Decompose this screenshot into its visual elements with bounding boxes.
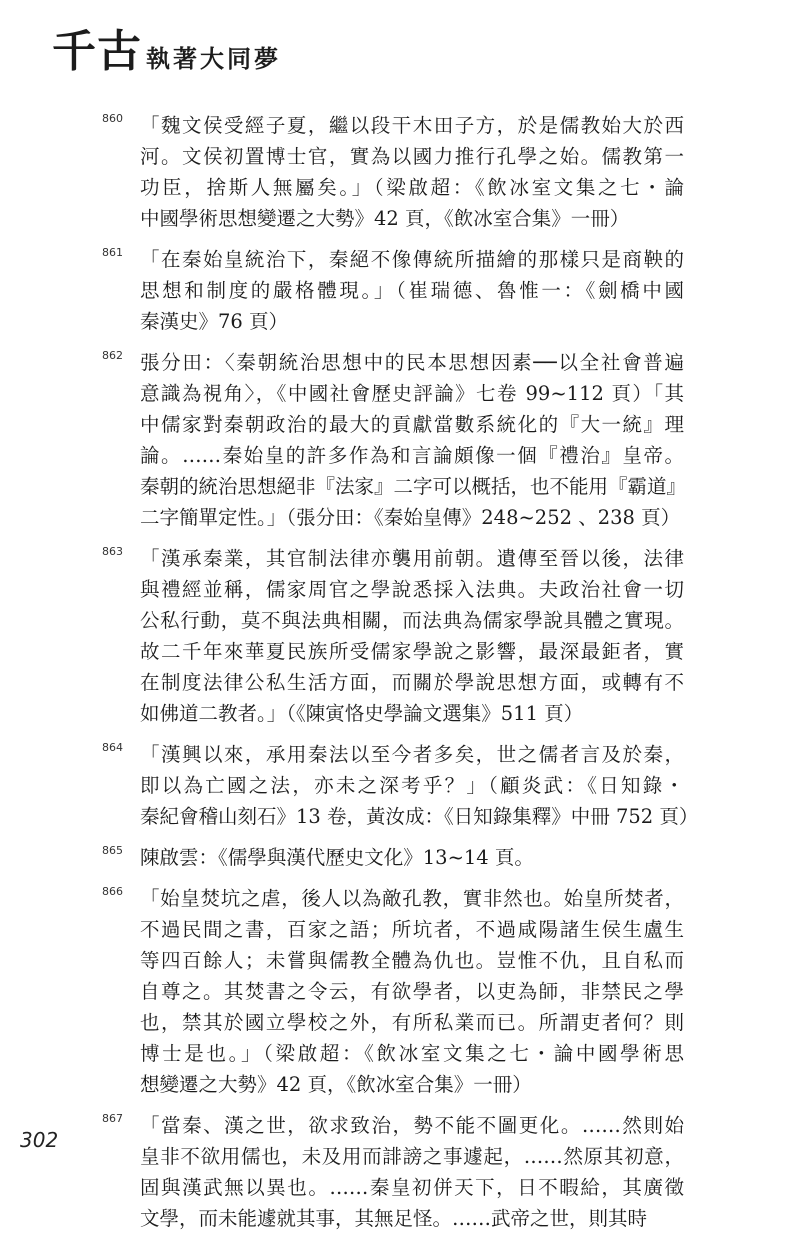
footnote-line: 文學，而未能遽就其事，其無足怪。……武帝之世，則其時 — [140, 1207, 648, 1230]
footnote-line: 秦紀會稽山刻石》13 卷，黃汝成：《日知錄集釋》中冊 752 頁） — [140, 805, 699, 828]
footnote-line: 意識為視角〉，《中國社會歷史評論》七卷 99~112 頁）「其 — [140, 382, 684, 405]
footnote-line: 河。文侯初置博士官，實為以國力推行孔學之始。儒教第一 — [140, 145, 684, 168]
footnote-line: 張分田：〈秦朝統治思想中的民本思想因素──以全社會普遍 — [140, 351, 684, 374]
footnote-number: 864 — [102, 741, 123, 754]
footnote — [102, 347, 687, 533]
footnote-line: 博士是也。」（梁啟超：《飲冰室文集之七・論中國學術思 — [140, 1042, 684, 1065]
footnote — [102, 842, 684, 873]
footnote-line: 即以為亡國之法，亦未之深考乎？」（顧炎武：《日知錄・ — [140, 774, 684, 797]
footnote — [102, 110, 684, 234]
footnote-number: 866 — [102, 885, 123, 898]
footnote-line: 等四百餘人；未嘗與儒教全體為仇也。豈惟不仇，且自私而 — [140, 949, 684, 972]
footnote-line: 在制度法律公私生活方面，而關於學說思想方面，或轉有不 — [140, 671, 684, 694]
footnote-line: 公私行動，莫不與法典相關，而法典為儒家學說具體之實現。 — [140, 609, 684, 632]
footnote-number: 862 — [102, 349, 123, 362]
footnote-line: 二字簡單定性。」（張分田：《秦始皇傳》248~252 、238 頁） — [140, 506, 681, 529]
footnote-number: 867 — [102, 1112, 123, 1125]
footnote-line: 中國學術思想變遷之大勢》42 頁，《飲冰室合集》一冊） — [140, 207, 630, 230]
running-header — [52, 28, 281, 76]
footnote — [102, 739, 699, 832]
footnote-line: 如佛道二教者。」（《陳寅恪史學論文選集》511 頁） — [140, 702, 584, 725]
footnote-line: 自尊之。其焚書之令云，有欲學者，以吏為師，非禁民之學 — [140, 980, 684, 1003]
footnote-line: 陳啟雲：《儒學與漢代歷史文化》13~14 頁。 — [140, 846, 534, 869]
footnote-line: 固與漢武無以異也。……秦皇初併天下，日不暇給，其廣徵 — [140, 1176, 684, 1199]
footnote-line: 功臣，捨斯人無屬矣。」（梁啟超：《飲冰室文集之七・論 — [140, 176, 684, 199]
footnote-line: 故二千年來華夏民族所受儒家學說之影響，最深最鉅者，實 — [140, 640, 684, 663]
footnote-line: 「魏文侯受經子夏，繼以段干木田子方，於是儒教始大於西 — [140, 114, 684, 137]
footnote-line: 想變遷之大勢》42 頁，《飲冰室合集》一冊） — [140, 1073, 532, 1096]
footnote-line: 與禮經並稱，儒家周官之學說悉採入法典。夫政治社會一切 — [140, 578, 684, 601]
footnote-line: 不過民間之書，百家之語；所坑者，不過咸陽諸生侯生盧生 — [140, 918, 684, 941]
footnote-line: 論。……秦始皇的許多作為和言論頗像一個『禮治』皇帝。 — [140, 444, 684, 467]
footnote-line: 「漢承秦業，其官制法律亦襲用前朝。遺傳至晉以後，法律 — [140, 547, 684, 570]
footnote-line: 「始皇焚坑之虐，後人以為敵孔教，實非然也。始皇所焚者， — [140, 887, 684, 910]
page-number: 302 — [20, 1128, 59, 1152]
book-title-sub: 執著大同夢 — [146, 44, 281, 73]
footnote — [102, 883, 684, 1100]
book-title-main: 千古 — [52, 26, 142, 77]
footnote-number: 863 — [102, 545, 123, 558]
footnote — [102, 543, 684, 729]
footnote-line: 也，禁其於國立學校之外，有所私業而已。所謂吏者何？則 — [140, 1011, 684, 1034]
footnote-number: 860 — [102, 112, 123, 125]
footnote-line: 秦漢史》76 頁） — [140, 310, 289, 333]
footnote-line: 「當秦、漢之世，欲求致治，勢不能不圖更化。……然則始 — [140, 1114, 684, 1137]
footnote-line: 秦朝的統治思想絕非『法家』二字可以概括，也不能用『霸道』 — [140, 475, 687, 498]
footnote-number: 861 — [102, 246, 123, 259]
footnote-line: 「在秦始皇統治下，秦絕不像傳統所描繪的那樣只是商鞅的 — [140, 248, 684, 271]
footnote-line: 「漢興以來，承用秦法以至今者多矣，世之儒者言及於秦， — [140, 743, 684, 766]
footnotes-section — [102, 110, 699, 1244]
footnote-line: 思想和制度的嚴格體現。」（崔瑞德、魯惟一：《劍橋中國 — [140, 279, 684, 302]
footnote-line: 皇非不欲用儒也，未及用而誹謗之事遽起，……然原其初意， — [140, 1145, 684, 1168]
footnote-line: 中儒家對秦朝政治的最大的貢獻當數系統化的『大一統』理 — [140, 413, 684, 436]
footnote — [102, 244, 684, 337]
footnote — [102, 1110, 684, 1234]
footnote-number: 865 — [102, 844, 123, 857]
